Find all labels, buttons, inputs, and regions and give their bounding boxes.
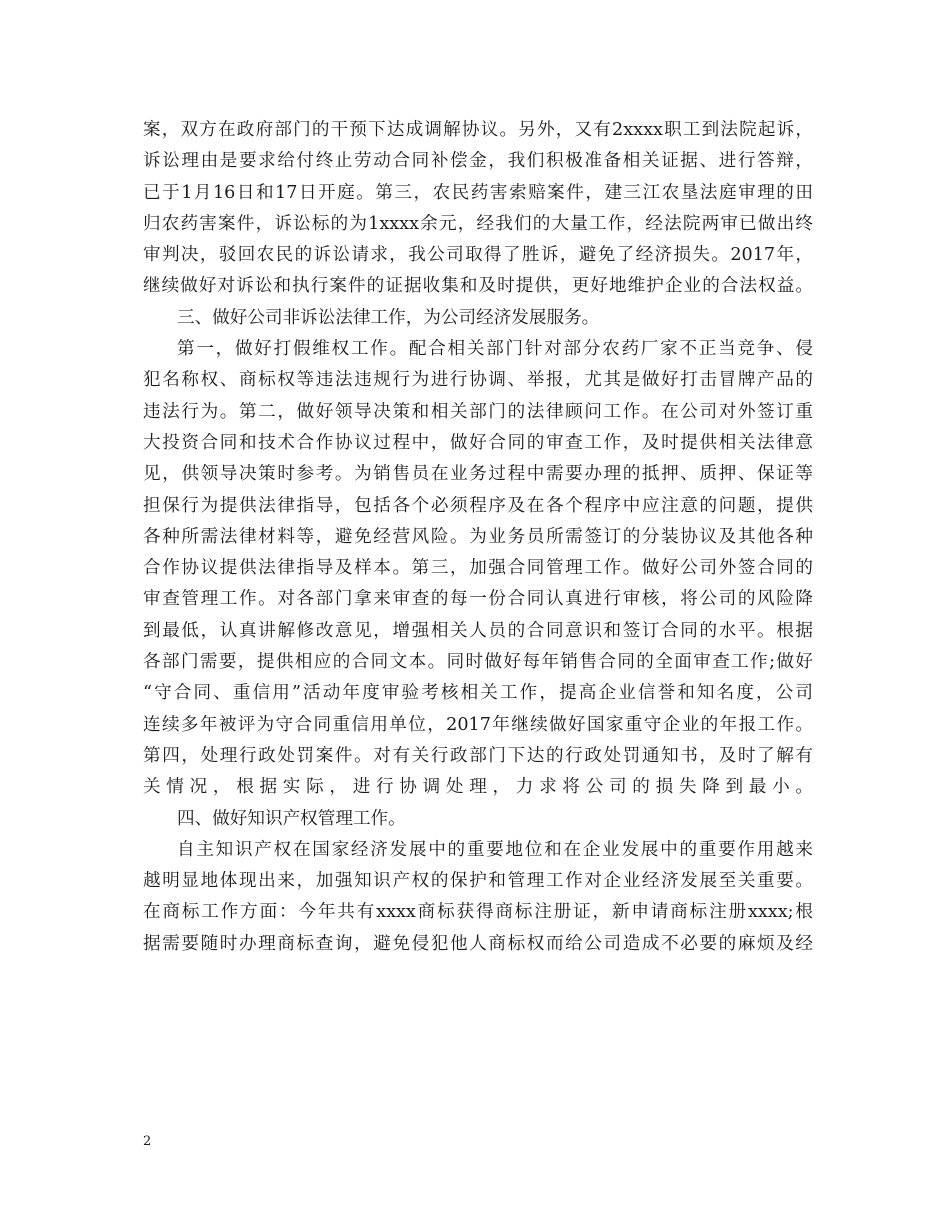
text-line: 各部门需要，提供相应的合同文本。同时做好每年销售合同的全面审查工作;做好 <box>143 652 813 673</box>
text-line: 大投资合同和技术合作协议过程中，做好合同的审查工作，及时提供相关法律意 <box>143 432 813 453</box>
text-line: 审查管理工作。对各部门拿来审查的每一份合同认真进行审核，将公司的风险降 <box>143 589 813 610</box>
text-line: 第一，做好打假维权工作。配合相关部门针对部分农药厂家不正当竞争、侵 <box>177 339 813 360</box>
section-heading: 四、做好知识产权管理工作。 <box>177 808 406 829</box>
text-line: 第四，处理行政处罚案件。对有关行政部门下达的行政处罚通知书，及时了解有 <box>143 745 813 766</box>
text-line: 关情况，根据实际，进行协调处理，力求将公司的损失降到最小。 <box>143 777 813 798</box>
text-line: 越明显地体现出来，加强知识产权的保护和管理工作对企业经济发展至关重要。 <box>143 871 813 892</box>
text-line: 到最低，认真讲解修改意见，增强相关人员的合同意识和签订合同的水平。根据 <box>143 620 813 641</box>
text-line: 已于1月16日和17日开庭。第三，农民药害索赔案件，建三江农垦法庭审理的田 <box>143 182 813 203</box>
text-line: 在商标工作方面：今年共有xxxx商标获得商标注册证，新申请商标注册xxxx;根 <box>143 902 813 923</box>
text-line: 连续多年被评为守合同重信用单位，2017年继续做好国家重守企业的年报工作。 <box>143 714 813 735</box>
text-line: 归农药害案件，诉讼标的为1xxxx余元，经我们的大量工作，经法院两审已做出终 <box>143 213 813 234</box>
body-text <box>143 115 813 960</box>
text-line: 审判决，驳回农民的诉讼请求，我公司取得了胜诉，避免了经济损失。2017年， <box>143 245 813 266</box>
text-line: 诉讼理由是要求给付终止劳动合同补偿金，我们积极准备相关证据、进行答辩， <box>143 151 813 172</box>
text-line: 自主知识产权在国家经济发展中的重要地位和在企业发展中的重要作用越来 <box>177 839 813 860</box>
page-number: 2 <box>143 1134 152 1149</box>
text-line: 据需要随时办理商标查询，避免侵犯他人商标权而给公司造成不必要的麻烦及经 <box>143 933 813 954</box>
text-line: 犯名称权、商标权等违法违规行为进行协调、举报，尤其是做好打击冒牌产品的 <box>143 370 813 391</box>
text-line: 合作协议提供法律指导及样本。第三，加强合同管理工作。做好公司外签合同的 <box>143 558 813 579</box>
text-line: 案，双方在政府部门的干预下达成调解协议。另外，又有2xxxx职工到法院起诉， <box>143 120 813 140</box>
text-line: 担保行为提供法律指导，包括各个必须程序及在各个程序中应注意的问题，提供 <box>143 495 813 516</box>
text-line: “守合同、重信用”活动年度审验考核相关工作，提高企业信誉和知名度，公司 <box>143 683 813 704</box>
text-line: 违法行为。第二，做好领导决策和相关部门的法律顾问工作。在公司对外签订重 <box>143 401 813 422</box>
section-heading: 三、做好公司非诉讼法律工作，为公司经济发展服务。 <box>177 307 600 328</box>
text-line: 继续做好对诉讼和执行案件的证据收集和及时提供，更好地维护企业的合法权益。 <box>143 276 813 297</box>
text-line: 见，供领导决策时参考。为销售员在业务过程中需要办理的抵押、质押、保证等 <box>143 464 813 485</box>
text-line: 各种所需法律材料等，避免经营风险。为业务员所需签订的分装协议及其他各种 <box>143 526 813 547</box>
